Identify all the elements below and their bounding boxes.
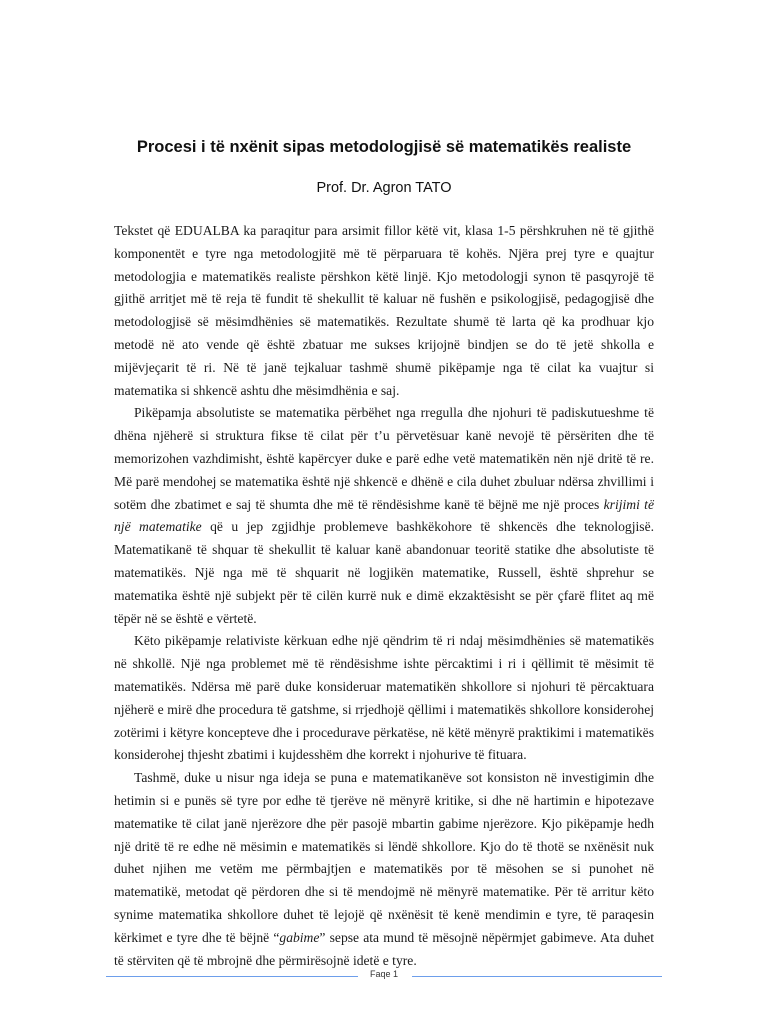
footer-divider-right — [412, 976, 662, 977]
page-number: Faqe 1 — [369, 969, 399, 979]
paragraph-1: Tekstet që EDUALBA ka paraqitur para arsimit fillor këtë vit, klasa 1-5 përshkruhen në të gjithë komponentët e tyre nga metodologjitë më të përparuara të kohës. Njëra prej tyre e quajtur metodologjia e matematikës realiste përshkon këtë linjë. Kjo metodologji synon të pasqyrojë të gjithë arritjet më të reja të fundit të shekullit të kaluar në fushën e psikologjisë, pedagogjisë dhe metodologjisë së mësimdhënies së matematikës. Rezultate shumë të larta që ka prodhuar kjo metodë në ato vende që është zbatuar me sukses krijojnë bindjen se do të jetë shkolla e mijëvjeçarit të ri. Në të janë tejkaluar tashmë shumë pikëpamje nga të cilat ka vuajtur si matematika si shkencë ashtu dhe mësimdhënia e saj. — [114, 223, 654, 398]
paragraph-4-emphasis: gabime — [279, 929, 320, 945]
paragraph-2 — [114, 402, 654, 630]
paragraph-4-text-b: ” sepse ata mund të mësojnë nëpërmjet gabimeve. Ata duhet të stërviten që të mbrojnë dhe përmirësojnë idetë e tyre. — [114, 929, 654, 968]
paragraph-4 — [114, 767, 654, 972]
paragraph-4-text-a: Tashmë, duke u nisur nga ideja se puna e matematikanëve sot konsiston në investigimin dhe hetimin si e punës së tyre por edhe të tjerëve në mënyrë kritike, si dhe në hartimin e hipotezave matematike të cilat janë njerëzore dhe për pasojë mbartin gabime njerëzore. Kjo pikëpamje hedh një dritë të re edhe në mësimin e matematikës si lëndë shkollore. Kjo do të thotë se nxënësit nuk duhet njihen me vetëm me përmbajtjen e matematikës por të mësohen se si punohet në matematikë, metodat që përdoren dhe si të mendojmë në mënyrë matematike. Për të arritur këto synime matematika shkollore duhet të lejojë që nxënësit të kenë mendimin e tyre, të paraqesin kërkimet e tyre dhe të bëjnë “ — [114, 770, 654, 945]
document-author: Prof. Dr. Agron TATO — [316, 180, 452, 196]
paragraph-3: Këto pikëpamje relativiste kërkuan edhe një qëndrim të ri ndaj mësimdhënies së matematikës në shkollë. Një nga problemet më të rëndësishme ishte përcaktimi i ri i qëllimit të mësimit të matematikës. Ndërsa më parë duke konsideruar matematikën shkollore si njohuri të përcaktuara njëherë e mirë dhe procedura të gatshme, si rrjedhojë qëllimi i matematikës shkollore konsiderohej zotërimi i këtyre koncepteve dhe i procedurave përkatëse, në këtë mënyrë praktikimi i matematikës konsiderohej thjesht zbatimi i kujdesshëm dhe korrekt i njohurive të fituara. — [114, 633, 654, 763]
paragraph-2-text-a: Pikëpamja absolutiste se matematika përbëhet nga rregulla dhe njohuri të padiskutueshme të dhëna njëherë si struktura fikse të cilat për t’u përvetësuar kanë nevojë të përsëriten dhe të memorizohen vazhdimisht, është kapërcyer duke e parë edhe vetë matematikën nën një dritë të re. Më parë mendohej se matematika është një shkencë e dhënë e cila duhet zbuluar ndërsa zhvillimi i sotëm dhe zbatimet e saj të shumta dhe më të rëndësishme kanë të bëjnë me një proces — [114, 405, 654, 512]
paragraph-2-emphasis: krijimi të një matematike — [114, 496, 654, 535]
document-title: Procesi i të nxënit sipas metodologjisë së matematikës realiste — [136, 138, 632, 156]
paragraph-2-text-b: që u jep zgjidhje problemeve bashkëkohore të shkencës dhe teknologjisë. Matematikanë të shquar të shekullit të kaluar kanë abandonuar teoritë statike dhe absolutiste të matematikës. Një nga më të shquarit në logjikën matematike, Russell, është shprehur se matematika është një subjekt për të cilën kurrë nuk e dimë ekzaktësisht se për çfarë flitet aq më tëpër në se është e vërtetë. — [114, 519, 654, 626]
document-body — [114, 220, 654, 972]
